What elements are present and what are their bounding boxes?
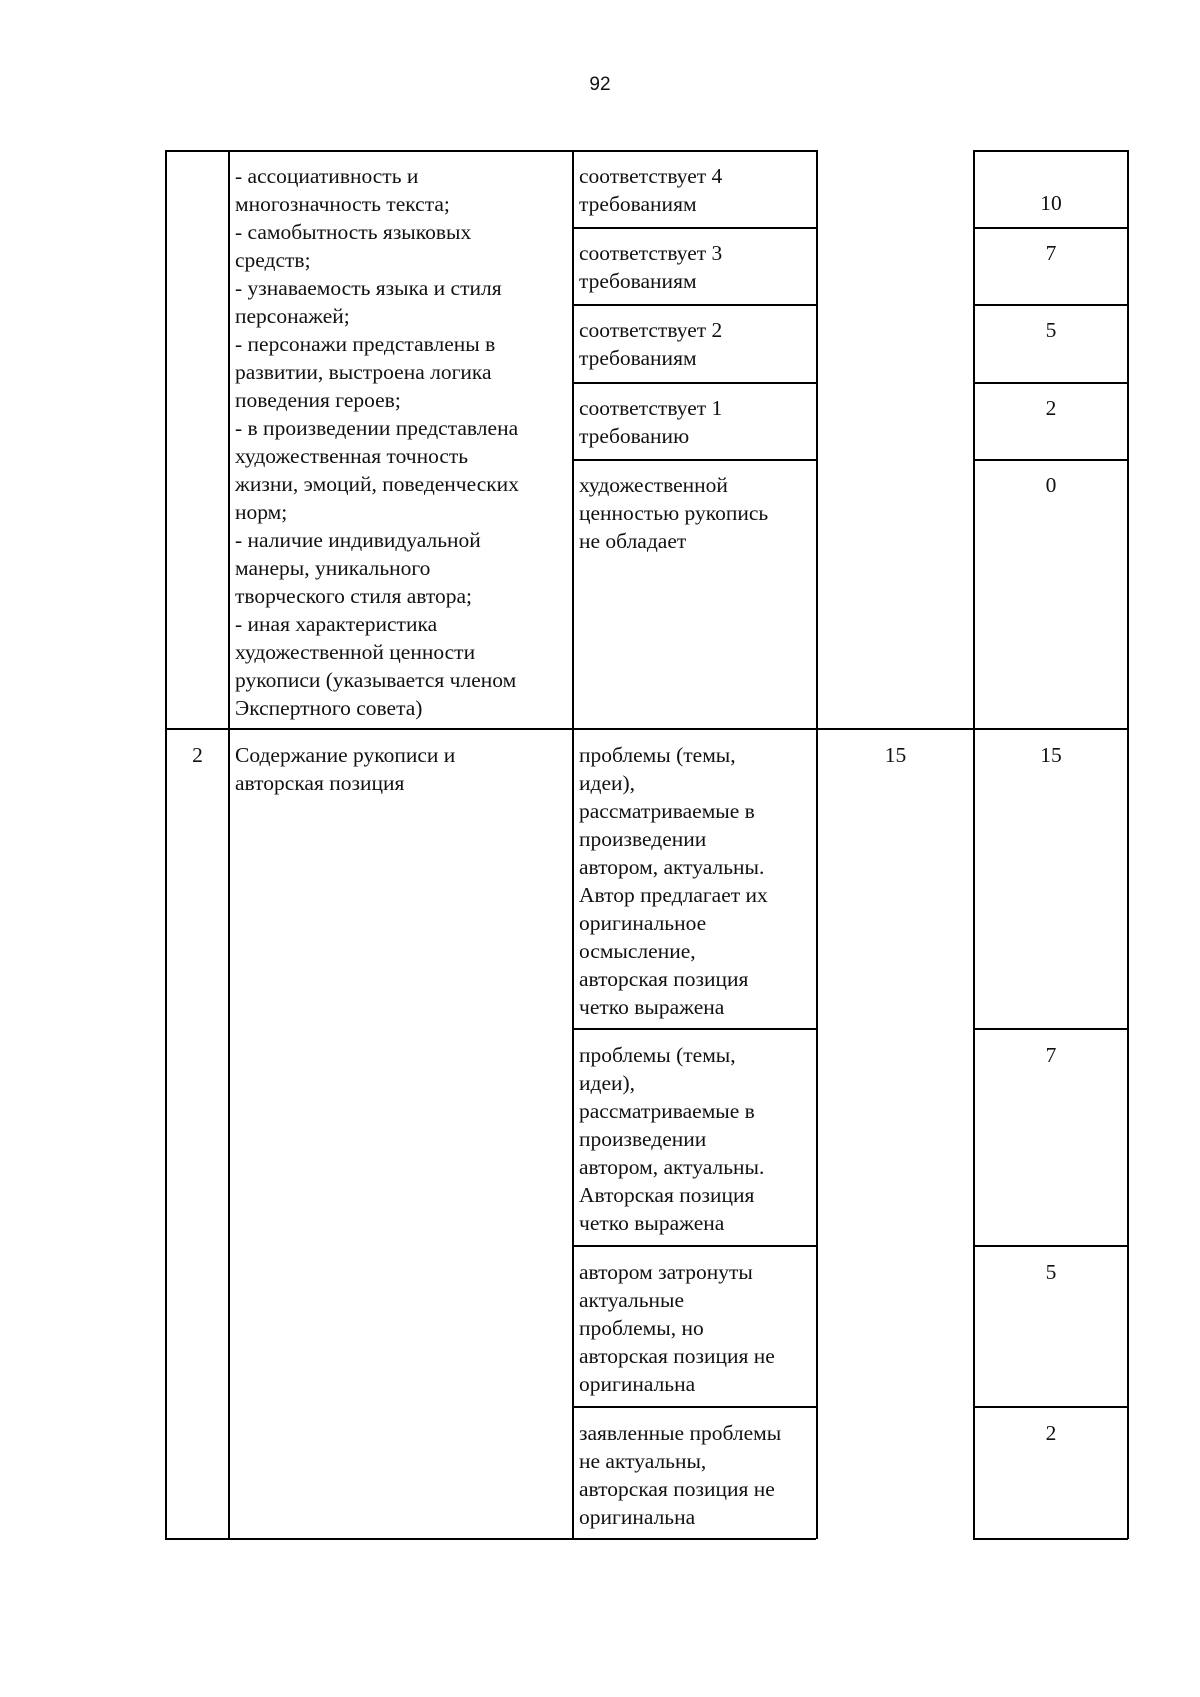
row2-level-text: проблемы (темы, идеи), рассматриваемые в произведении автором, актуальны. Авторская позиция четко выражена bbox=[579, 1043, 765, 1235]
row2-level-divider bbox=[572, 1406, 817, 1408]
column-divider-1 bbox=[228, 150, 230, 1539]
row1-level-text: соответствует 1 требованию bbox=[579, 396, 723, 448]
column-divider-3 bbox=[816, 150, 818, 1539]
row2-level-text: проблемы (темы, идеи), рассматриваемые в произведении автором, актуальны. Автор предлагает их оригинальное осмысление, авторская позиция четко выражена bbox=[579, 743, 768, 1019]
row2-level-score: 2 bbox=[1045, 1421, 1057, 1445]
row2-level-divider bbox=[572, 1245, 817, 1247]
row1-level-score: 7 bbox=[1045, 241, 1057, 265]
column-divider-2 bbox=[572, 150, 574, 1539]
row2-number: 2 bbox=[192, 743, 203, 767]
table-border-left bbox=[165, 150, 167, 1539]
row2-level-score: 5 bbox=[1045, 1260, 1057, 1284]
row1-score-divider bbox=[973, 382, 1128, 384]
row2-level-score: 15 bbox=[1040, 743, 1062, 767]
row1-level-score: 10 bbox=[1040, 191, 1062, 215]
row2-score-divider bbox=[973, 1406, 1128, 1408]
row2-max-score: 15 bbox=[884, 743, 907, 767]
row1-level-text: соответствует 4 требованиям bbox=[579, 164, 723, 216]
row1-level-text: художественной ценностью рукопись не обладает bbox=[579, 473, 769, 553]
row-divider bbox=[165, 728, 1128, 730]
row2-score-divider bbox=[973, 1245, 1128, 1247]
row1-level-divider bbox=[572, 227, 817, 229]
row1-level-score: 5 bbox=[1045, 318, 1057, 342]
row1-criteria-text: - ассоциативность и многозначность текста; - самобытность языковых средств; - узнаваемость языка и стиля персонажей; - персонажи представлены в развитии, выстроена логика поведения героев; - в произведении представлена художественная точность жизни, эмоций, поведенческих норм; - наличие индивидуальной манеры, уникального творческого стиля автора; - иная характеристика художественной ценности рукописи (указывается членом Экспертного совета) bbox=[235, 164, 519, 720]
table-top-border-left bbox=[165, 150, 816, 152]
row1-level-score: 2 bbox=[1045, 396, 1057, 420]
row1-score-divider bbox=[973, 227, 1128, 229]
row1-score-divider bbox=[973, 459, 1128, 461]
table-border-right bbox=[1127, 150, 1129, 1539]
row1-level-text: соответствует 3 требованиям bbox=[579, 241, 723, 293]
table-bottom-border-left bbox=[165, 1538, 816, 1540]
row1-level-text: соответствует 2 требованиям bbox=[579, 318, 723, 370]
row1-level-divider bbox=[572, 382, 817, 384]
row1-score-divider bbox=[973, 304, 1128, 306]
row2-level-text: автором затронуты актуальные проблемы, но авторская позиция не оригинальна bbox=[579, 1260, 775, 1396]
row2-level-score: 7 bbox=[1045, 1043, 1057, 1067]
row2-criterion: Содержание рукописи и авторская позиция bbox=[235, 743, 456, 795]
table-bottom-border-right bbox=[973, 1538, 1128, 1540]
row1-level-divider bbox=[572, 304, 817, 306]
page-number: 92 bbox=[589, 74, 611, 95]
row1-level-divider bbox=[572, 459, 817, 461]
table-top-border-right bbox=[973, 150, 1128, 152]
column-divider-4 bbox=[973, 150, 975, 1539]
row1-level-score: 0 bbox=[1045, 473, 1057, 497]
row2-score-divider bbox=[973, 1028, 1128, 1030]
row2-level-text: заявленные проблемы не актуальны, авторская позиция не оригинальна bbox=[579, 1421, 782, 1529]
row2-level-divider bbox=[572, 1028, 817, 1030]
